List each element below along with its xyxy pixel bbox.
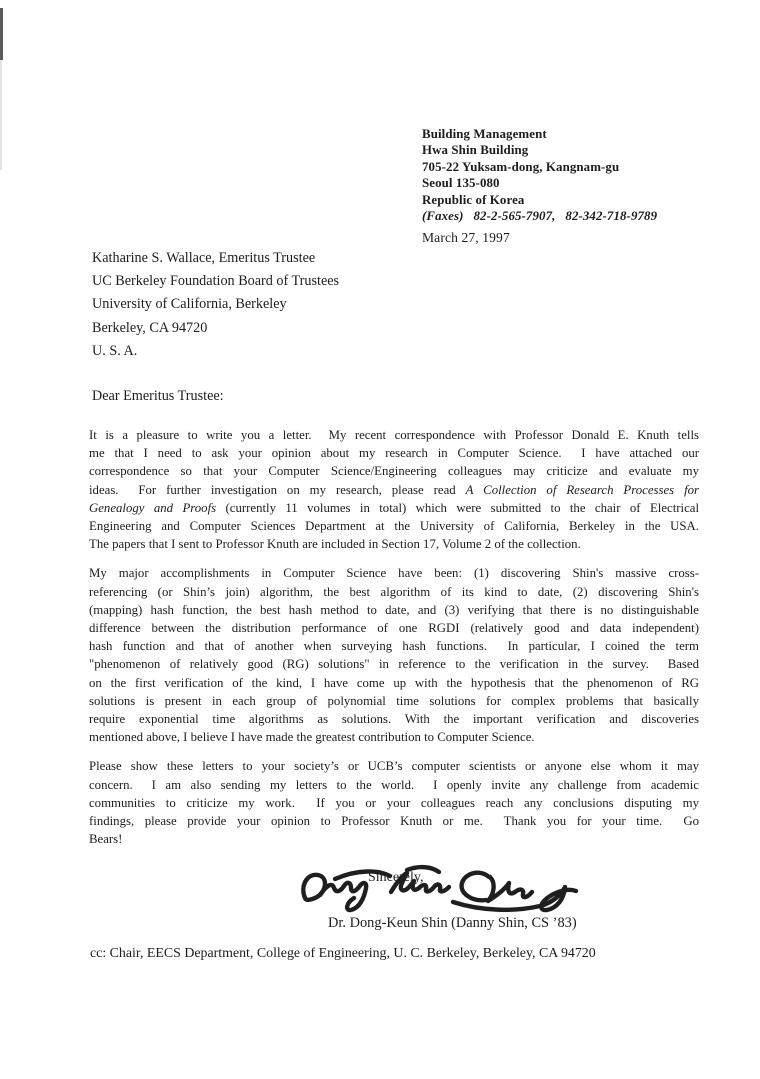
body-line: referencing (or Shin’s join) algorithm, the best algorithm of its kind to date, (2) discovering Shin's xyxy=(89,584,699,599)
paragraph-1 xyxy=(89,426,699,553)
recipient-line: University of California, Berkeley xyxy=(92,296,287,313)
body-line: Bears! xyxy=(89,832,123,847)
book-title-italic: Genealogy and Proofs xyxy=(89,500,217,515)
recipient-address-block xyxy=(92,247,339,363)
recipient-line: U. S. A. xyxy=(92,342,138,359)
closing-sincerely: Sincerely, xyxy=(368,870,424,885)
body-text: ideas. For further investigation on my research, please read xyxy=(89,482,466,497)
body-line: My major accomplishments in Computer Science have been: (1) discovering Shin's massive cross- xyxy=(89,566,699,581)
body-line: mentioned above, I believe I have made the greatest contribution to Computer Science. xyxy=(89,730,535,745)
body-line: hash function and that of another when surveying hash functions. In particular, I coined the term xyxy=(89,639,699,654)
scan-edge-artifact-light xyxy=(0,60,2,170)
book-title-italic: A Collection of Research Processes for xyxy=(465,482,700,497)
body-line: on the first verification of the kind, I have come up with the hypothesis that the phenomenon of RG xyxy=(89,675,699,690)
body-line: correspondence so that your Computer Science/Engineering colleagues may criticize and evaluate my xyxy=(89,464,699,479)
letter-body xyxy=(89,426,699,859)
sender-line: Seoul 135-080 xyxy=(422,176,500,191)
body-line: (mapping) hash function, the best hash method to date, and (3) verifying that there is no distinguishable xyxy=(89,602,699,617)
body-line: The papers that I sent to Professor Knuth are included in Section 17, Volume 2 of the collection. xyxy=(89,537,581,552)
sender-address-block xyxy=(422,126,657,247)
body-line: "phenomenon of relatively good (RG) solutions" in reference to the verification in the survey. Based xyxy=(89,657,699,672)
sender-line: Republic of Korea xyxy=(422,192,525,207)
body-line: Engineering and Computer Sciences Department at the University of California, Berkeley in the USA. xyxy=(89,519,699,534)
recipient-line: Katharine S. Wallace, Emeritus Trustee xyxy=(92,250,316,266)
letter-date: March 27, 1997 xyxy=(422,230,510,246)
scan-edge-artifact xyxy=(0,8,3,60)
recipient-line: UC Berkeley Foundation Board of Trustees xyxy=(92,273,340,290)
body-line: solutions is present in each group of polynomial time solutions for complex problems that basically xyxy=(89,693,699,708)
body-line: me that I need to ask your opinion about my research in Computer Science. I have attached our xyxy=(89,446,699,461)
body-line: findings, please provide your opinion to Professor Knuth or me. Thank you for your time. Go xyxy=(89,814,699,829)
cc-line: cc: Chair, EECS Department, College of Engineering, U. C. Berkeley, Berkeley, CA 94720 xyxy=(90,946,596,961)
paragraph-3 xyxy=(89,757,699,848)
signatory-name: Dr. Dong-Keun Shin (Danny Shin, CS ’83) xyxy=(328,915,577,931)
paragraph-2 xyxy=(89,564,699,746)
body-line: require exponential time algorithms as solutions. With the important verification and discoveries xyxy=(89,712,699,727)
sender-line: Building Management xyxy=(422,127,547,141)
body-line: It is a pleasure to write you a letter. My recent correspondence with Professor Donald E. Knuth tells xyxy=(89,428,699,442)
salutation: Dear Emeritus Trustee: xyxy=(92,388,224,404)
handwritten-signature-icon xyxy=(293,862,579,916)
sender-fax-line: (Faxes) 82-2-565-7907, 82-342-718-9789 xyxy=(422,209,658,224)
body-line: communities to criticize my work. If you or your colleagues reach any conclusions disputing my xyxy=(89,795,699,810)
body-line: concern. I am also sending my letters to the world. I openly invite any challenge from academic xyxy=(89,777,699,792)
body-text: (currently 11 volumes in total) which were submitted to the chair of Electrical xyxy=(216,500,699,515)
recipient-line: Berkeley, CA 94720 xyxy=(92,319,208,336)
body-line xyxy=(89,481,699,499)
body-line xyxy=(89,499,699,517)
sender-line: Hwa Shin Building xyxy=(422,143,529,158)
body-line: Please show these letters to your society’s or UCB’s computer scientists or anyone else whom it may xyxy=(89,759,699,774)
sender-line: 705-22 Yuksam-dong, Kangnam-gu xyxy=(422,159,620,174)
body-line: difference between the distribution performance of one RGDI (relatively good and data independent) xyxy=(89,621,699,636)
